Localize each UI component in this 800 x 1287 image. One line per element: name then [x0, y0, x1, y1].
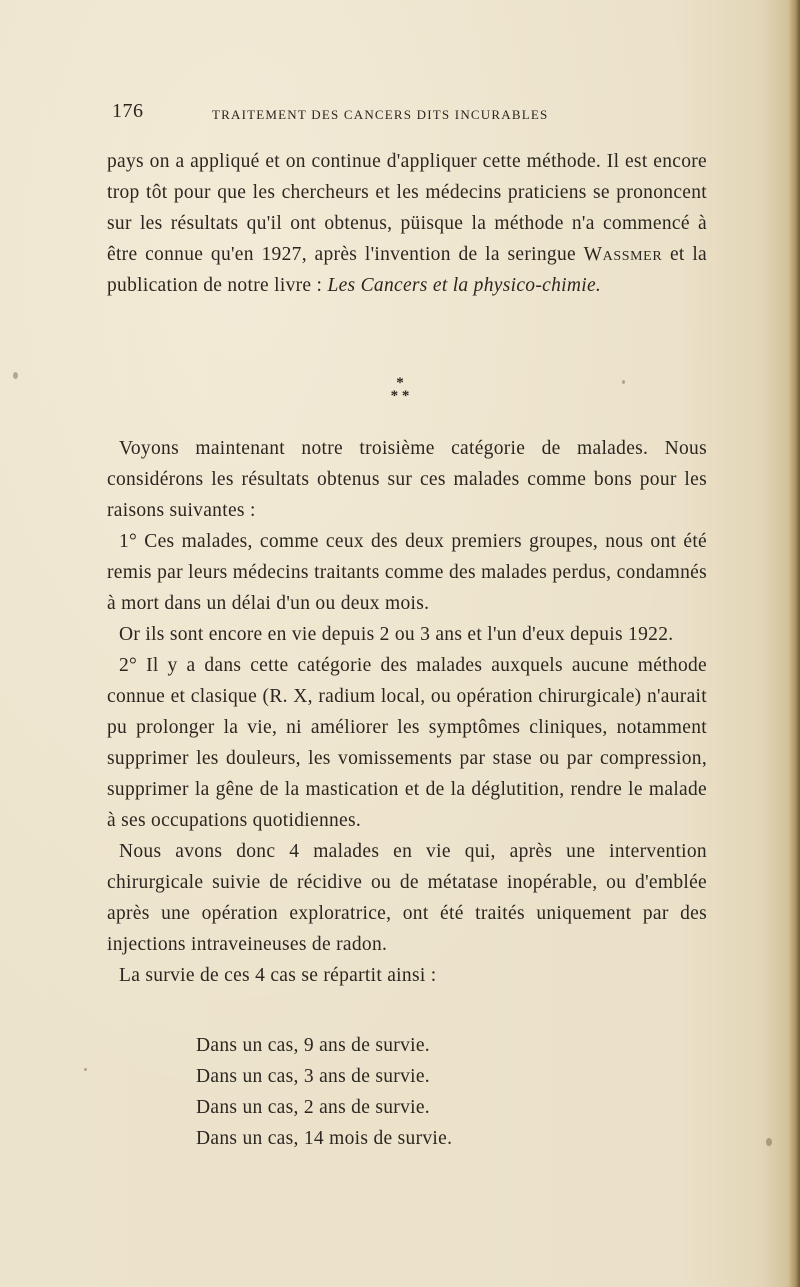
paragraph: 2° Il y a dans cette catégorie des malades auxquels aucune méthode connue et clasique (R. X, radium local, ou opération chirurgicale) n'aurait pu prolonger la vie, ni améliorer les symptômes cliniques, notamment supprimer les douleurs, les vomissements par stase ou par compression, supprimer la gêne de la mastication et de la déglutition, rendre le malade à ses occupations quotidiennes. — [107, 655, 707, 831]
paragraph: Voyons maintenant notre troisième catégorie de malades. Nous considérons les résultats obtenus sur ces malades comme bons pour les raisons suivantes : — [107, 438, 707, 521]
section-separator-asterism — [380, 377, 420, 411]
survival-list-item: Dans un cas, 2 ans de survie. — [196, 1097, 430, 1118]
survival-list-item: Dans un cas, 14 mois de survie. — [196, 1128, 453, 1149]
opening-paragraph — [107, 146, 707, 301]
opening-text-continued: et la publication de notre livre : — [107, 244, 707, 296]
asterism-bottom: * * — [390, 388, 410, 404]
page-header — [112, 100, 602, 130]
syringe-inventor-name: Wassmer — [583, 244, 663, 265]
opening-text: pays on a appliqué et on continue d'appliquer cette méthode. Il est encore trop tôt pour que les chercheurs et les médecins praticiens se prononcent sur les résultats qu'il ont obtenus, püisque la méthode n'a commencé à être connue qu'en 1927, après l'invention de la seringue — [107, 151, 707, 265]
asterism-top: * — [396, 375, 404, 391]
paragraph: 1° Ces malades, comme ceux des deux premiers groupes, nous ont été remis par leurs médecins traitants comme des malades perdus, condamnés à mort dans un délai d'un ou deux mois. — [107, 531, 707, 614]
survival-list-item: Dans un cas, 9 ans de survie. — [196, 1035, 430, 1056]
page-edge-shadow — [788, 0, 800, 1287]
paper-speck — [84, 1068, 87, 1071]
paper-speck — [766, 1138, 772, 1146]
survival-list-item: Dans un cas, 3 ans de survie. — [196, 1066, 430, 1087]
paragraph: Or ils sont encore en vie depuis 2 ou 3 ans et l'un d'eux depuis 1922. — [119, 624, 674, 645]
page-number: 176 — [112, 100, 144, 122]
paper-speck — [13, 372, 18, 379]
paragraph: Nous avons donc 4 malades en vie qui, après une intervention chirurgicale suivie de récidive ou de métatase inopérable, ou d'emblée après une opération exploratrice, ont été traités uniquement par des injections intraveineuses de radon. — [107, 841, 707, 955]
main-body — [107, 433, 707, 991]
paper-speck — [622, 380, 625, 384]
paragraph: La survie de ces 4 cas se répartit ainsi : — [119, 965, 437, 986]
running-title: TRAITEMENT DES CANCERS DITS INCURABLES — [212, 107, 549, 122]
survival-list — [196, 1030, 452, 1154]
book-title: Les Cancers et la physico-chimie. — [327, 275, 602, 296]
